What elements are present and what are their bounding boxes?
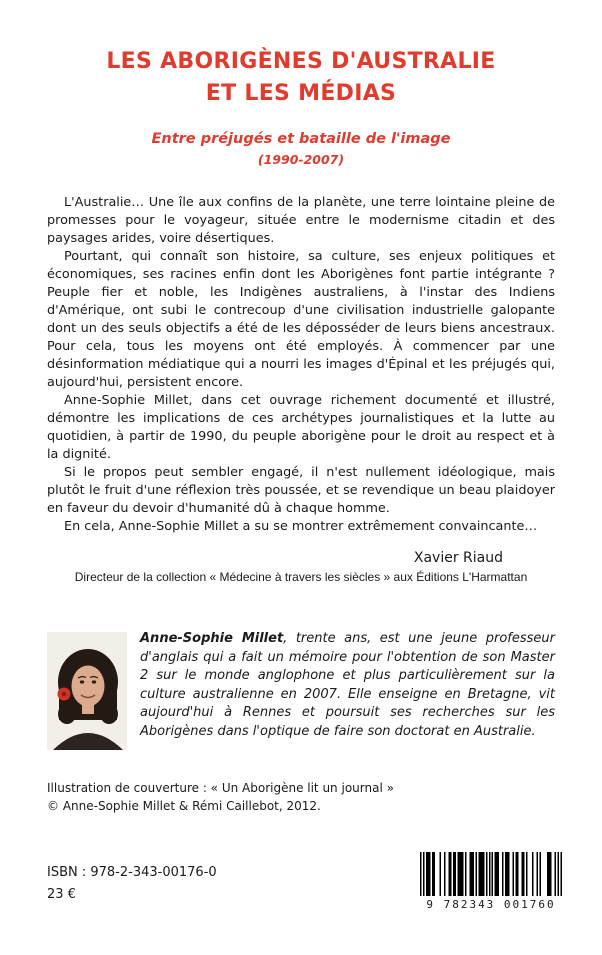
synopsis-paragraph: En cela, Anne-Sophie Millet a su se montrer extrêmement convaincante… [64,519,538,534]
isbn-block [47,864,217,904]
barcode-number: 9 782343 001760 [420,896,562,912]
price-text: 23 € [47,887,76,902]
author-photo [47,632,127,750]
synopsis-paragraph: Anne-Sophie Millet, dans cet ouvrage richement documenté et illustré, démontre les implications de ces archétypes journalistiques et la lutte au quotidien, à partir de 1990, du peuple aborigène pour le droit au respect et à la dignité. [47,393,555,462]
synopsis-paragraph: Pourtant, qui connaît son histoire, sa culture, ses enjeux politiques et économiques, ses racines enfin dont les Aborigènes font partie intégrante ? Peuple fier et noble, les Indigènes australiens, à l'instar des Indiens d'Amérique, ont subi le contrecoup d'une civilisation industrielle galopante dont un des seuls objectifs a été de les déposséder de leurs biens ancestraux. Pour cela, tous les moyens ont été employés. À commencer par une désinformation médiatique qui a nourri les images d'Épinal et les préjugés qui, aujourd'hui, persistent encore. [47,249,555,390]
credit-illustration: Illustration de couverture : « Un Aborigène lit un journal » [47,781,394,795]
book-title [47,46,555,110]
author-bio-section [47,630,555,754]
synopsis [47,194,555,536]
endorsement-role: Directeur de la collection « Médecine à travers les siècles » aux Éditions L'Harmattan [74,570,528,584]
synopsis-paragraph: Si le propos peut sembler engagé, il n'est nullement idéologique, mais plutôt le fruit d'une réflexion très poussée, et se revendique un beau plaidoyer en faveur du devoir d'humanité dû à chaque homme. [47,465,555,516]
endorsement-name: Xavier Riaud [413,550,503,566]
book-title-line1: LES ABORIGÈNES D'AUSTRALIE [106,49,496,74]
book-title-line2: ET LES MÉDIAS [205,81,397,106]
book-subtitle-years: (1990-2007) [257,152,345,167]
author-name: Anne-Sophie Millet [140,631,284,646]
book-subtitle: Entre préjugés et bataille de l'image [151,131,451,147]
synopsis-paragraph: L'Australie… Une île aux confins de la planète, une terre lointaine pleine de promesses pour le voyageur, située entre le modernisme citadin et des paysages arides, voire désertiques. [47,195,555,246]
isbn-text: ISBN : 978-2-343-00176-0 [47,865,217,880]
barcode [420,852,562,916]
credit-copyright: © Anne-Sophie Millet & Rémi Caillebot, 2012. [47,798,321,813]
author-bio-text: , trente ans, est une jeune professeur d'anglais qui a fait un mémoire pour l'obtention de son Master 2 sur le monde anglophone et plus particulièrement sur la culture australienne en 2007. Elle enseigne en Bretagne, vit aujourd'hui à Rennes et poursuit ses recherches sur les Aborigènes dans l'optique de faire son doctorat en Australie. [140,631,555,739]
cover-credits [47,780,555,815]
